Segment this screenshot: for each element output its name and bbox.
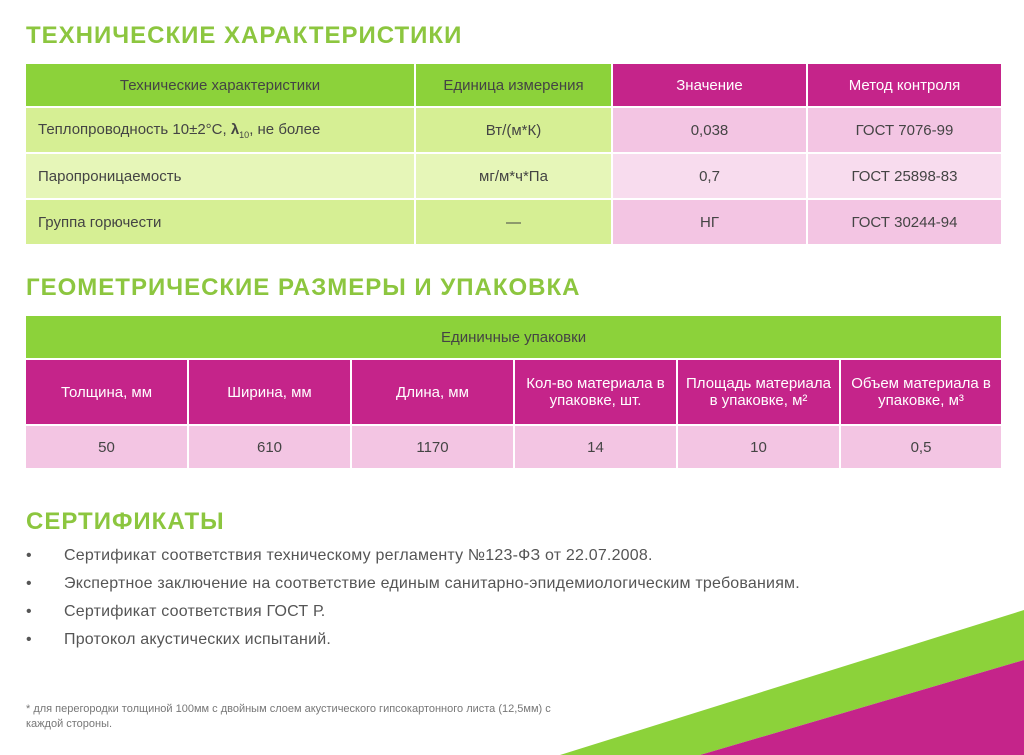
table-row: [25, 107, 1002, 153]
bullet-icon: •: [26, 575, 32, 592]
lambda-subscript: 10: [239, 129, 250, 140]
cell-method: ГОСТ 30244-94: [807, 199, 1002, 245]
list-item-text: Сертификат соответствия техническому регламенту №123-ФЗ от 22.07.2008.: [64, 547, 653, 564]
bullet-icon: •: [26, 631, 32, 648]
header-thickness: Толщина, мм: [25, 359, 188, 425]
cell-length: 1170: [351, 425, 514, 469]
bullet-icon: •: [26, 547, 32, 564]
cell-method: ГОСТ 25898-83: [807, 153, 1002, 199]
cell-value: 0,7: [612, 153, 807, 199]
cell-unit: мг/м*ч*Па: [415, 153, 612, 199]
cell-unit: Вт/(м*К): [415, 107, 612, 153]
cell-value: НГ: [612, 199, 807, 245]
group-header: Единичные упаковки: [25, 315, 1002, 359]
cell-name: Группа горючести: [25, 199, 415, 245]
section-title-geometry: ГЕОМЕТРИЧЕСКИЕ РАЗМЕРЫ И УПАКОВКА: [26, 274, 581, 301]
cell-thickness: 50: [25, 425, 188, 469]
cell-name: Паропроницаемость: [25, 153, 415, 199]
list-item: [26, 601, 806, 622]
list-item: [26, 629, 806, 650]
cell-width: 610: [188, 425, 351, 469]
table-row: [25, 425, 1002, 469]
bullet-icon: •: [26, 603, 32, 620]
list-item: [26, 573, 806, 594]
list-item-text: Сертификат соответствия ГОСТ Р.: [64, 603, 326, 620]
cell-value: 0,038: [612, 107, 807, 153]
list-item-text: Экспертное заключение на соответствие единым санитарно-эпидемиологическим требованиям.: [64, 575, 800, 592]
header-width: Ширина, мм: [188, 359, 351, 425]
cell-method: ГОСТ 7076-99: [807, 107, 1002, 153]
technical-specs-table: [24, 62, 1003, 246]
cell-quantity: 14: [514, 425, 677, 469]
thermal-suffix: , не более: [249, 120, 321, 138]
header-method: Метод контроля: [807, 63, 1002, 107]
certificates-list: [26, 545, 806, 657]
table-row: [25, 199, 1002, 245]
thermal-label: Теплопроводность 10±2°С,: [38, 120, 231, 138]
header-value: Значение: [612, 63, 807, 107]
cell-area: 10: [677, 425, 840, 469]
cell-unit: —: [415, 199, 612, 245]
footnote: * для перегородки толщиной 100мм с двойным слоем акустического гипсокартонного листа (12,5мм) с каждой стороны.: [26, 703, 551, 730]
header-unit: Единица измерения: [415, 63, 612, 107]
section-title-technical: ТЕХНИЧЕСКИЕ ХАРАКТЕРИСТИКИ: [26, 22, 463, 49]
table-row: [25, 153, 1002, 199]
header-volume: Объем материала в упаковке, м³: [840, 359, 1002, 425]
cell-volume: 0,5: [840, 425, 1002, 469]
list-item-text: Протокол акустических испытаний.: [64, 631, 331, 648]
group-header-row: [25, 315, 1002, 359]
header-quantity: Кол-во материала в упаковке, шт.: [514, 359, 677, 425]
packaging-table: [24, 314, 1003, 470]
lambda-symbol: λ: [230, 120, 240, 138]
header-characteristic: Технические характеристики: [25, 63, 415, 107]
cell-name: [25, 107, 415, 153]
table-header-row: [25, 63, 1002, 107]
header-length: Длина, мм: [351, 359, 514, 425]
table-header-row: [25, 359, 1002, 425]
list-item: [26, 545, 806, 566]
section-title-certificates: СЕРТИФИКАТЫ: [26, 508, 225, 535]
header-area: Площадь материала в упаковке, м²: [677, 359, 840, 425]
